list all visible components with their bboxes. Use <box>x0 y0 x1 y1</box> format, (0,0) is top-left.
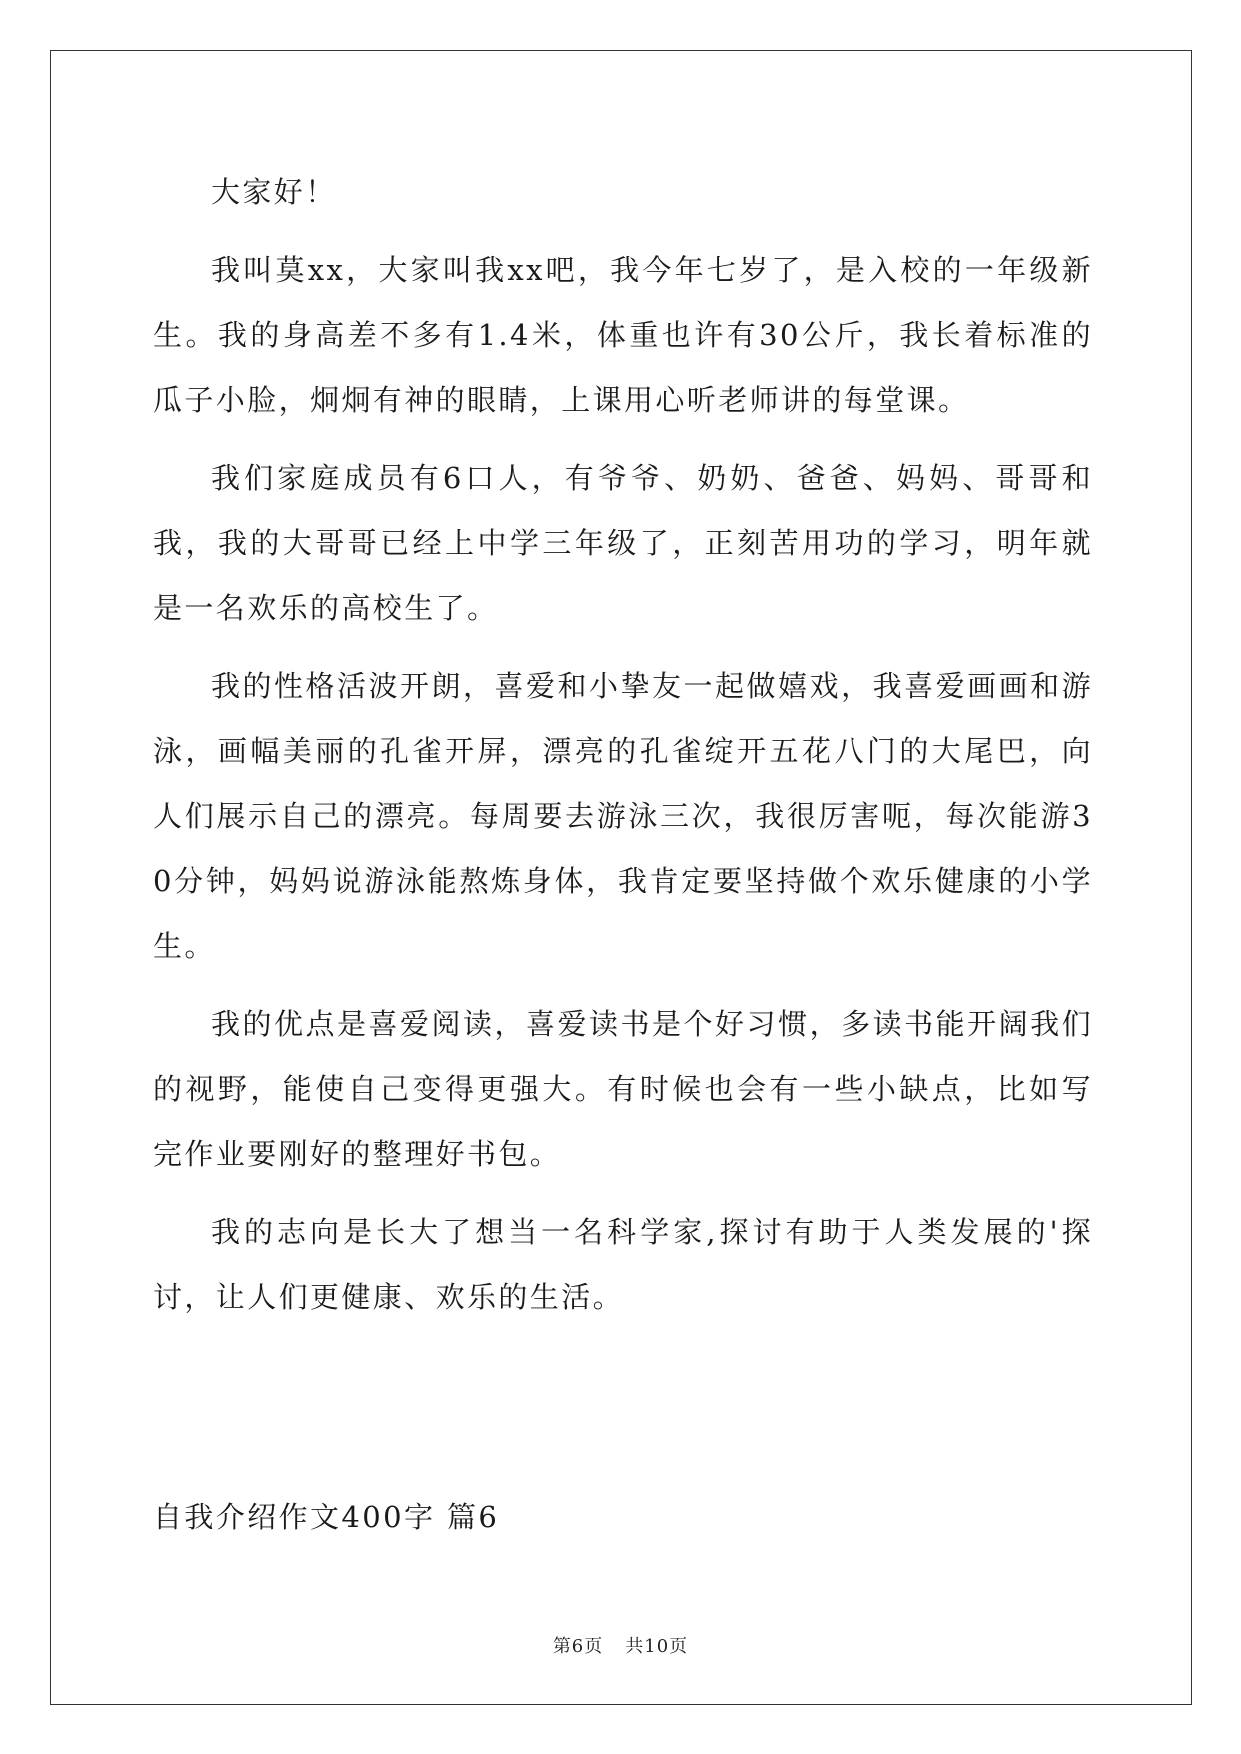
paragraph-greeting: 大家好！ <box>211 175 337 209</box>
paragraph-ambition: 我的志向是长大了想当一名科学家,探讨有助于人类发展的'探讨，让人们更健康、欢乐的生活。 <box>153 1215 1093 1314</box>
page-footer <box>0 1632 1241 1658</box>
page-total: 共10页 <box>625 1636 689 1657</box>
paragraph-family: 我们家庭成员有6口人，有爷爷、奶奶、爸爸、妈妈、哥哥和我，我的大哥哥已经上中学三年级了，正刻苦用功的学习，明年就是一名欢乐的高校生了。 <box>153 461 1093 625</box>
paragraph-intro: 我叫莫xx，大家叫我xx吧，我今年七岁了，是入校的一年级新生。我的身高差不多有1.4米，体重也许有30公斤，我长着标准的瓜子小脸，炯炯有神的眼睛，上课用心听老师讲的每堂课。 <box>153 253 1093 417</box>
page-current: 第6页 <box>552 1636 604 1657</box>
document-body <box>153 160 1093 1343</box>
section-heading: 自我介绍作文400字 篇6 <box>153 1500 500 1534</box>
paragraph-hobbies: 我的性格活波开朗，喜爱和小挚友一起做嬉戏，我喜爱画画和游泳，画幅美丽的孔雀开屏，漂亮的孔雀绽开五花八门的大尾巴，向人们展示自己的漂亮。每周要去游泳三次，我很厉害呃，每次能游30分钟，妈妈说游泳能熬炼身体，我肯定要坚持做个欢乐健康的小学生。 <box>153 669 1093 963</box>
paragraph-strengths: 我的优点是喜爱阅读，喜爱读书是个好习惯，多读书能开阔我们的视野，能使自己变得更强大。有时候也会有一些小缺点，比如写完作业要刚好的整理好书包。 <box>153 1007 1093 1171</box>
